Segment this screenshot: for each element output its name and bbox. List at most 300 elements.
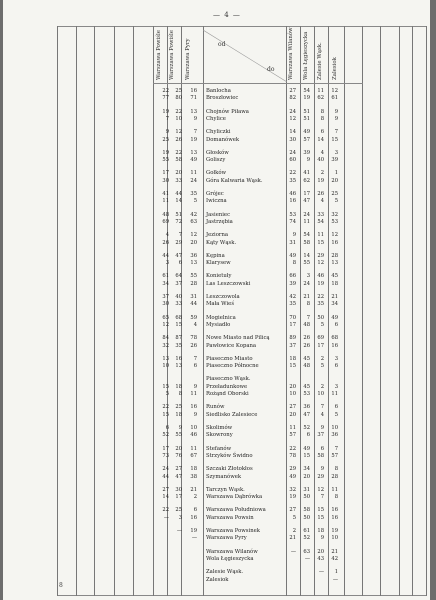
distance-cell: 5 <box>334 411 338 418</box>
distance-cell: 7 <box>320 404 324 411</box>
distance-cell: 6 <box>334 322 338 328</box>
header-col-zalesiok: Zalesiok <box>332 57 338 80</box>
station-name: Góra Kalwaria Wąsk. <box>206 177 263 184</box>
distance-cell: 35 <box>289 177 296 184</box>
distance-cell: 27 <box>289 88 296 94</box>
distance-cell: 19 <box>303 95 310 102</box>
distance-cell: 53 <box>289 211 296 218</box>
distance-cell: 10 <box>331 425 338 431</box>
distance-cell: 33 <box>175 301 182 308</box>
grid-line <box>76 26 77 596</box>
distance-cell: 54 <box>303 88 310 94</box>
distance-cell: 42 <box>190 211 197 218</box>
distance-cell: 34 <box>303 466 310 473</box>
distance-cell: 3 <box>334 355 338 362</box>
distance-cell: 18 <box>175 411 182 418</box>
distance-cell: 19 <box>162 149 169 156</box>
distance-cell: 24 <box>190 177 197 184</box>
distance-cell: 50 <box>317 314 324 321</box>
distance-cell: 16 <box>331 507 338 514</box>
distance-cell: 2 <box>193 494 197 501</box>
distance-cell: 8 <box>178 391 182 398</box>
distance-cell: 9 <box>165 129 169 136</box>
distance-cell: 24 <box>162 466 169 473</box>
distance-cell: 62 <box>317 95 324 102</box>
distance-cell: 60 <box>289 157 296 164</box>
distance-cell: 32 <box>289 486 296 493</box>
distance-cell: 11 <box>317 88 324 94</box>
distance-cell: 58 <box>303 507 310 514</box>
distance-cell: 9 <box>292 232 296 239</box>
distance-cell: 11 <box>303 219 310 225</box>
distance-cell: 17 <box>162 445 169 452</box>
header-col-warszawa-pyry: Warszawa Pyry <box>185 38 191 80</box>
station-name: Zalesiok <box>206 576 229 583</box>
distance-cell: 78 <box>289 453 296 459</box>
distance-cell: 12 <box>175 129 182 136</box>
distance-cell: 84 <box>162 335 169 342</box>
distance-cell: 89 <box>289 335 296 342</box>
distance-cell: 47 <box>303 198 310 205</box>
grid-line <box>412 26 413 596</box>
distance-cell: 54 <box>317 219 324 225</box>
distance-cell: 58 <box>175 157 182 164</box>
station-name: Jastrzębia <box>206 219 233 225</box>
distance-cell: 26 <box>162 239 169 246</box>
station-name: Strzyków Świdno <box>206 453 253 459</box>
distance-cell: 19 <box>317 280 324 287</box>
distance-cell: 13 <box>190 260 197 267</box>
distance-cell: 15 <box>303 453 310 459</box>
table-bottom-border <box>57 595 427 596</box>
distance-cell: 3 <box>306 273 310 280</box>
distance-cell: 73 <box>162 453 169 459</box>
page-number: — 4 — <box>213 11 241 19</box>
distance-cell: 19 <box>331 528 338 534</box>
distance-cell: — <box>290 548 296 555</box>
grid-line <box>153 26 154 596</box>
distance-cell: 15 <box>317 514 324 521</box>
station-name: Warszawa Południowa <box>206 507 266 514</box>
distance-cell: 1 <box>334 569 338 576</box>
station-name: Grójec <box>206 191 224 197</box>
distance-cell: 31 <box>190 294 197 300</box>
distance-cell: 61 <box>331 95 338 102</box>
distance-cell: 57 <box>303 136 310 143</box>
distance-cell: 16 <box>331 239 338 246</box>
distance-cell: 5 <box>320 363 324 370</box>
distance-cell: 25 <box>175 404 182 411</box>
header-od-label: od <box>218 41 226 48</box>
distance-cell: 15 <box>162 411 169 418</box>
station-name: Skowrony <box>206 432 233 439</box>
distance-cell: 52 <box>303 425 310 431</box>
distance-cell: 6 <box>193 363 197 370</box>
distance-cell: 59 <box>190 314 197 321</box>
distance-cell: 61 <box>303 528 310 534</box>
distance-cell: 27 <box>289 507 296 514</box>
distance-cell: 10 <box>162 363 169 370</box>
distance-cell: 20 <box>317 548 324 555</box>
distance-cell: 30 <box>162 301 169 308</box>
distance-cell: 10 <box>175 116 182 122</box>
distance-cell: 21 <box>289 535 296 542</box>
distance-cell: 26 <box>303 342 310 349</box>
distance-cell: 45 <box>303 355 310 362</box>
distance-cell: 47 <box>175 473 182 480</box>
distance-cell: 26 <box>317 191 324 197</box>
distance-cell: 5 <box>193 198 197 205</box>
station-name: Warszawa Pyry <box>206 535 247 542</box>
distance-cell: 12 <box>162 322 169 328</box>
distance-cell: 8 <box>320 116 324 122</box>
distance-cell: 15 <box>162 383 169 390</box>
distance-cell: — <box>191 535 197 542</box>
distance-cell: 36 <box>303 404 310 411</box>
station-name: Tarczyn Wąsk. <box>206 486 245 493</box>
station-name: Iwiczna <box>206 198 227 205</box>
distance-cell: 37 <box>289 342 296 349</box>
distance-cell: 28 <box>331 252 338 259</box>
station-name: Mogielnica <box>206 314 236 321</box>
station-name: Skolimów <box>206 425 233 431</box>
distance-cell: 38 <box>190 473 197 480</box>
distance-cell: 49 <box>303 445 310 452</box>
distance-cell: 10 <box>190 425 197 431</box>
distance-cell: 44 <box>175 191 182 197</box>
distance-cell: 22 <box>175 149 182 156</box>
distance-cell: 6 <box>193 507 197 514</box>
distance-cell: 63 <box>190 219 197 225</box>
distance-cell: 12 <box>317 260 324 267</box>
distance-cell: 87 <box>175 335 182 342</box>
header-col-warszawa-wilanow: Warszawa Wilanów <box>288 27 294 80</box>
grid-line <box>362 26 363 596</box>
distance-cell: 47 <box>175 252 182 259</box>
distance-cell: 3 <box>178 514 182 521</box>
distance-cell: 15 <box>317 239 324 246</box>
distance-cell: 17 <box>175 494 182 501</box>
distance-cell: 55 <box>190 273 197 280</box>
distance-cell: 70 <box>289 314 296 321</box>
station-name: Warszawa Powsinek <box>206 528 260 534</box>
distance-cell: 37 <box>175 280 182 287</box>
distance-cell: 8 <box>292 260 296 267</box>
distance-cell: 55 <box>175 432 182 439</box>
distance-cell: 49 <box>289 473 296 480</box>
distance-cell: 10 <box>331 535 338 542</box>
distance-cell: 63 <box>303 548 310 555</box>
distance-cell: 5 <box>334 198 338 205</box>
distance-cell: — <box>304 556 310 562</box>
distance-cell: 26 <box>175 136 182 143</box>
distance-cell: 6 <box>320 129 324 136</box>
distance-cell: 14 <box>162 494 169 501</box>
distance-cell: 11 <box>190 391 197 398</box>
distance-cell: 50 <box>303 514 310 521</box>
distance-cell: 7 <box>193 129 197 136</box>
distance-cell: 21 <box>190 486 197 493</box>
station-name: Domanówek <box>206 136 240 143</box>
distance-cell: 4 <box>320 149 324 156</box>
distance-cell: 2 <box>292 528 296 534</box>
distance-cell: 4 <box>193 322 197 328</box>
station-name: Mała Wieś <box>206 301 235 308</box>
distance-cell: 20 <box>289 411 296 418</box>
distance-cell: 36 <box>190 252 197 259</box>
station-name: Szymanówek <box>206 473 242 480</box>
distance-cell: 5 <box>292 514 296 521</box>
distance-cell: 15 <box>317 507 324 514</box>
distance-cell: 19 <box>190 528 197 534</box>
distance-cell: 34 <box>331 301 338 308</box>
distance-cell: 77 <box>162 95 169 102</box>
station-name: Warszawa Powsin <box>206 514 254 521</box>
distance-cell: 10 <box>317 391 324 398</box>
distance-cell: 61 <box>162 273 169 280</box>
distance-cell: 8 <box>306 301 310 308</box>
distance-cell: 49 <box>289 252 296 259</box>
table-top-border <box>57 26 427 27</box>
station-name: Jeziorna <box>206 232 229 239</box>
distance-cell: 22 <box>175 108 182 115</box>
distance-cell: 11 <box>162 198 169 205</box>
distance-cell: 20 <box>175 170 182 177</box>
header-do-label: do <box>267 66 275 73</box>
distance-cell: 46 <box>317 273 324 280</box>
distance-cell: 17 <box>289 322 296 328</box>
distance-cell: 12 <box>289 116 296 122</box>
distance-cell: 40 <box>175 294 182 300</box>
station-name: Banlocha <box>206 88 231 94</box>
page-left-edge <box>0 0 3 600</box>
distance-cell: 29 <box>175 239 182 246</box>
distance-cell: 7 <box>306 314 310 321</box>
station-name: Przeładunkowe <box>206 383 248 390</box>
distance-cell: 6 <box>165 425 169 431</box>
distance-cell: 4 <box>320 198 324 205</box>
station-name: Chyliczki <box>206 129 231 136</box>
distance-cell: 19 <box>190 136 197 143</box>
distance-cell: 21 <box>303 294 310 300</box>
distance-cell: 35 <box>289 301 296 308</box>
distance-cell: 3 <box>334 149 338 156</box>
distance-cell: 35 <box>317 301 324 308</box>
distance-cell: 30 <box>289 136 296 143</box>
distance-cell: 50 <box>303 494 310 501</box>
distance-cell: 33 <box>175 177 182 184</box>
grid-line <box>133 26 134 596</box>
distance-cell: 55 <box>303 260 310 267</box>
distance-cell: 29 <box>289 466 296 473</box>
distance-cell: 15 <box>331 136 338 143</box>
distance-cell: 3 <box>165 260 169 267</box>
distance-cell: 29 <box>317 473 324 480</box>
distance-cell: 11 <box>190 170 197 177</box>
distance-cell: 58 <box>317 453 324 459</box>
distance-cell: 64 <box>175 273 182 280</box>
distance-cell: 80 <box>175 95 182 102</box>
grid-line <box>399 26 400 596</box>
distance-cell: 16 <box>190 514 197 521</box>
distance-cell: 6 <box>320 445 324 452</box>
grid-line <box>57 26 58 596</box>
distance-cell: 47 <box>303 411 310 418</box>
distance-cell: 17 <box>317 342 324 349</box>
distance-cell: 54 <box>303 232 310 239</box>
distance-cell: 16 <box>331 342 338 349</box>
distance-cell: 31 <box>303 486 310 493</box>
distance-cell: 20 <box>331 177 338 184</box>
distance-cell: 8 <box>334 466 338 473</box>
distance-cell: 28 <box>331 473 338 480</box>
distance-cell: 4 <box>320 411 324 418</box>
distance-cell: 18 <box>190 466 197 473</box>
station-name: Mysiadło <box>206 322 231 328</box>
distance-cell: 17 <box>303 191 310 197</box>
station-name: Szczaki Złotokłos <box>206 466 253 473</box>
distance-cell: 28 <box>190 280 197 287</box>
distance-cell: 45 <box>303 383 310 390</box>
distance-cell: 12 <box>190 232 197 239</box>
distance-cell: 46 <box>190 432 197 439</box>
distance-cell: 52 <box>162 432 169 439</box>
distance-cell: 16 <box>289 198 296 205</box>
distance-cell: 14 <box>175 198 182 205</box>
distance-cell: 76 <box>175 453 182 459</box>
station-name: Goliszy <box>206 157 226 164</box>
distance-cell: 45 <box>331 273 338 280</box>
header-diagonal <box>203 30 287 82</box>
distance-cell: 9 <box>320 466 324 473</box>
distance-cell: 78 <box>190 335 197 342</box>
distance-cell: 9 <box>334 108 338 115</box>
distance-cell: 74 <box>289 219 296 225</box>
distance-cell: 26 <box>190 342 197 349</box>
station-name: Warszawa Dąbrówka <box>206 494 263 501</box>
distance-cell: 41 <box>303 170 310 177</box>
distance-cell: 55 <box>162 157 169 164</box>
station-name: Stefanów <box>206 445 232 452</box>
header-col-warszawa-powisle-2: Warszawa Powiśle <box>169 30 175 80</box>
distance-cell: 14 <box>289 129 296 136</box>
distance-cell: 8 <box>334 494 338 501</box>
distance-cell: 16 <box>331 514 338 521</box>
grid-line <box>203 26 204 596</box>
distance-cell: 24 <box>289 149 296 156</box>
distance-cell: 49 <box>303 129 310 136</box>
station-name: Leszczowola <box>206 294 240 300</box>
distance-cell: 7 <box>320 494 324 501</box>
distance-cell: 11 <box>190 445 197 452</box>
distance-cell: 44 <box>190 301 197 308</box>
distance-cell: 7 <box>193 355 197 362</box>
distance-cell: 44 <box>162 252 169 259</box>
distance-cell: 11 <box>289 425 296 431</box>
distance-cell: 43 <box>317 556 324 562</box>
distance-cell: 25 <box>162 136 169 143</box>
distance-cell: 40 <box>317 157 324 164</box>
station-name: Kąty Wąsk. <box>206 239 237 246</box>
station-name: Chylice <box>206 116 226 122</box>
distance-cell: 49 <box>190 157 197 164</box>
distance-cell: 22 <box>289 445 296 452</box>
distance-cell: 12 <box>331 232 338 239</box>
station-name: Klarysew <box>206 260 231 267</box>
page-right-edge <box>430 0 436 600</box>
station-name: Zalesie Wąsk. <box>206 569 244 576</box>
distance-cell: 68 <box>331 335 338 342</box>
station-name: Głosków <box>206 149 229 156</box>
distance-cell: 11 <box>331 391 338 398</box>
distance-cell: 36 <box>331 432 338 439</box>
distance-cell: 13 <box>331 260 338 267</box>
distance-cell: 35 <box>190 191 197 197</box>
distance-cell: 5 <box>165 391 169 398</box>
distance-cell: 41 <box>162 191 169 197</box>
distance-cell: — <box>163 514 169 521</box>
station-name: Piaseczno Miasto <box>206 355 253 362</box>
distance-cell: 5 <box>320 322 324 328</box>
station-name: Runów <box>206 404 225 411</box>
station-name: Broszłowiec <box>206 95 239 102</box>
distance-cell: 57 <box>331 453 338 459</box>
distance-cell: 2 <box>320 355 324 362</box>
distance-cell: 42 <box>289 294 296 300</box>
header-separator <box>153 83 363 84</box>
distance-cell: 27 <box>175 466 182 473</box>
distance-cell: 22 <box>317 294 324 300</box>
distance-cell: 72 <box>175 219 182 225</box>
distance-cell: 2 <box>320 170 324 177</box>
distance-cell: 7 <box>165 116 169 122</box>
distance-cell: 20 <box>289 383 296 390</box>
grid-line <box>114 26 115 596</box>
distance-cell: 9 <box>193 116 197 122</box>
distance-cell: 24 <box>303 211 310 218</box>
distance-cell: 21 <box>331 548 338 555</box>
station-name: Wola Łęgieszycka <box>206 556 254 562</box>
distance-cell: 22 <box>162 404 169 411</box>
distance-cell: 19 <box>162 108 169 115</box>
distance-cell: 68 <box>175 314 182 321</box>
distance-cell: 51 <box>175 211 182 218</box>
grid-line <box>344 26 345 596</box>
distance-cell: 19 <box>317 177 324 184</box>
distance-cell: 82 <box>289 95 296 102</box>
station-name: Piaseczno Północne <box>206 363 259 370</box>
station-name: Rożąnd Oborski <box>206 391 249 398</box>
distance-cell: — <box>332 576 338 583</box>
distance-cell: 9 <box>193 411 197 418</box>
station-name: Piaseczno Wąsk. <box>206 376 251 383</box>
distance-cell: 35 <box>175 342 182 349</box>
distance-cell: 20 <box>175 445 182 452</box>
distance-cell: 18 <box>289 355 296 362</box>
distance-cell: 25 <box>175 88 182 94</box>
station-name: Nowe Miasto nad Pilicą <box>206 335 270 342</box>
distance-cell: 4 <box>165 232 169 239</box>
distance-cell: 6 <box>178 260 182 267</box>
distance-cell: 7 <box>334 129 338 136</box>
station-name: Kępina <box>206 252 225 259</box>
distance-cell: 7 <box>178 232 182 239</box>
distance-cell: 12 <box>331 88 338 94</box>
distance-cell: 6 <box>334 404 338 411</box>
distance-cell: 19 <box>289 494 296 501</box>
header-col-zalesie-wask: Zalesie Wąsk. <box>317 42 323 80</box>
distance-cell: 18 <box>331 280 338 287</box>
